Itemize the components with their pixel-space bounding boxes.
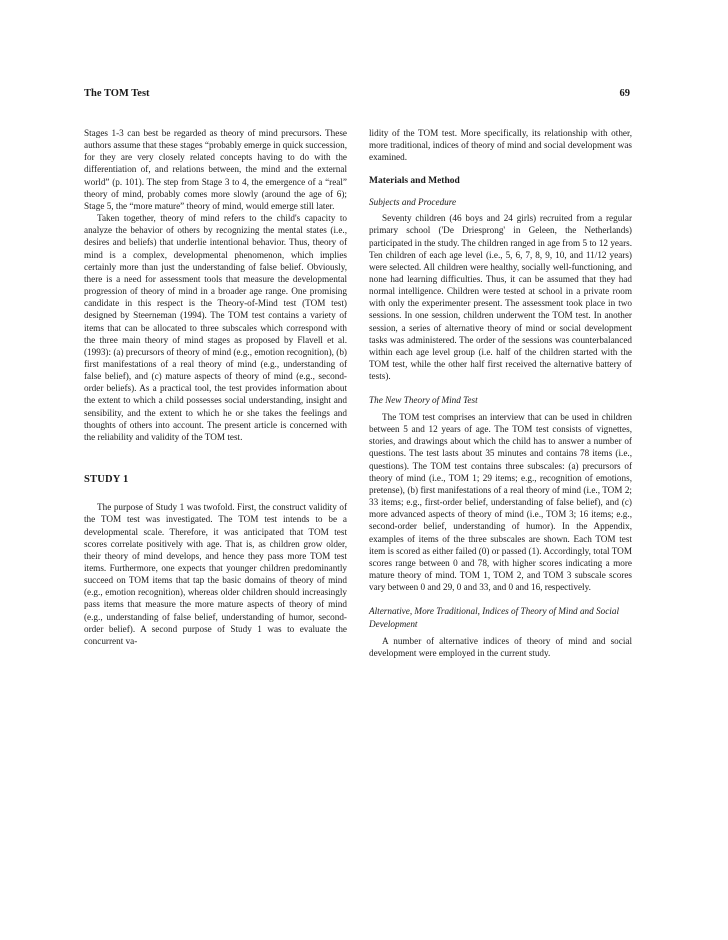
paragraph-tom-test-description: The TOM test comprises an interview that can be used in children between 5 and 12 years of age. The TOM test consists of vignettes, stories, and drawings about which the child has to answer a number of questions. The test lasts about 35 minutes and contains 78 items (i.e., questions). The TOM test contains three subscales: (a) precursors of theory of mind (i.e., TOM 1; 29 items; e.g., recognition of emotions, pretense), (b) first manifestations of a real theory of mind (i.e., TOM 2; 33 items; e.g., first-order belief, understanding of false belief), and (c) more advanced aspects of theory of mind (i.e., TOM 3; 16 items; e.g., second-order belief, understanding of humor). In the Appendix, examples of items of the three subscales are shown. Each TOM test item is scored as either failed (0) or passed (1). Accordingly, total TOM scores range between 0 and 78, with higher scores indicating a more mature theory of mind. TOM 1, TOM 2, and TOM 3 subscale scores vary between 0 and 29, 0 and 33, and 0 and 16, respectively.: [369, 412, 632, 593]
section-heading-study-1: STUDY 1: [84, 474, 129, 486]
paragraph-stages: Stages 1-3 can best be regarded as theory of mind precursors. These authors assume that these stages “probably emerge in quick succession, for they are very closely related concepts having to do with the differentiation of, and relations between, the mind and the external world” (p. 101). The step from Stage 3 to 4, the emergence of a “real” theory of mind, probably comes more slowly (around the age of 6); Stage 5, the “more mature” theory of mind, would emerge still later.: [84, 128, 347, 211]
running-head: [84, 88, 630, 102]
paragraph-study-1-purpose: The purpose of Study 1 was twofold. First, the construct validity of the TOM test was investigated. The TOM test intends to be a developmental scale. Therefore, it was anticipated that TOM test scores correlate positively with age. That is, as children grow older, their theory of mind develops, and hence they pass more TOM test items. Furthermore, one expects that younger children predominantly succeed on TOM items that tap the basic domains of theory of mind (e.g., emotion recognition), whereas older children should increasingly pass items that measure the more mature aspects of theory of mind (e.g., understanding of false belief, understanding of humor, second-order belief). A second purpose of Study 1 was to evaluate the concurrent va-: [84, 502, 347, 646]
paragraph-taken-together: Taken together, theory of mind refers to the child's capacity to analyze the behavior of others by recognizing the mental states (i.e., desires and beliefs) that underlie intentional behavior. Thus, theory of mind is a complex, developmental phenomenon, which implies certainly more than just the understanding of false belief. Obviously, there is a need for assessment tools that measure the developmental progression of theory of mind in a broader age range. One promising candidate in this respect is the Theory-of-Mind test (TOM test) designed by Steerneman (1994). The TOM test contains a variety of items that can be allocated to three subscales which correspond with the three main theory of mind stages as proposed by Flavell et al. (1993): (a) precursors of theory of mind (e.g., emotion recognition), (b) first manifestations of a real theory of mind (e.g., understanding of false belief), and (c) mature aspects of theory of mind (e.g., second-order beliefs). As a practical tool, the test provides information about the extent to which a child possesses social understanding, insight and sensibility, and the extent to which he or she takes the feelings and thoughts of others into account. The present article is concerned with the reliability and validity of the TOM test.: [84, 213, 347, 442]
heading-alternative-indices: Alternative, More Traditional, Indices of Theory of Mind and Social Development: [369, 606, 619, 629]
paragraph-subjects: Seventy children (46 boys and 24 girls) recruited from a regular primary school ('De Driesprong' in Geleen, the Netherlands) participated in the study. The children ranged in age from 5 to 12 years. Ten children of each age level (i.e., 5, 6, 7, 8, 9, 10, and 11/12 years) were selected. All children were healthy, socially well-functioning, and none had learning difficulties. Thus, it can be assumed that they had normal intelligence. Children were tested at school in a private room with only the experimenter present. The assessment took place in two sessions. In one session, children underwent the TOM test. In another session, a series of alternative theory of mind or social development tasks was administered. The order of the sessions was counterbalanced within each age level group (i.e. half of the children started with the TOM test, while the other half first received the alternative battery of tests).: [369, 213, 632, 382]
left-column: [84, 127, 347, 647]
paragraph-validity-continued: lidity of the TOM test. More specifically, its relationship with other, more traditional, indices of theory of mind and social development was examined.: [369, 128, 632, 163]
page-number: 69: [619, 88, 630, 99]
heading-new-theory-of-mind-test: The New Theory of Mind Test: [369, 395, 478, 406]
heading-materials-and-method: Materials and Method: [369, 176, 460, 187]
heading-subjects-and-procedure: Subjects and Procedure: [369, 196, 457, 207]
right-column: [369, 127, 632, 659]
running-title: The TOM Test: [84, 88, 150, 99]
paragraph-alternative-indices: A number of alternative indices of theory of mind and social development were employed in the current study.: [369, 635, 632, 658]
